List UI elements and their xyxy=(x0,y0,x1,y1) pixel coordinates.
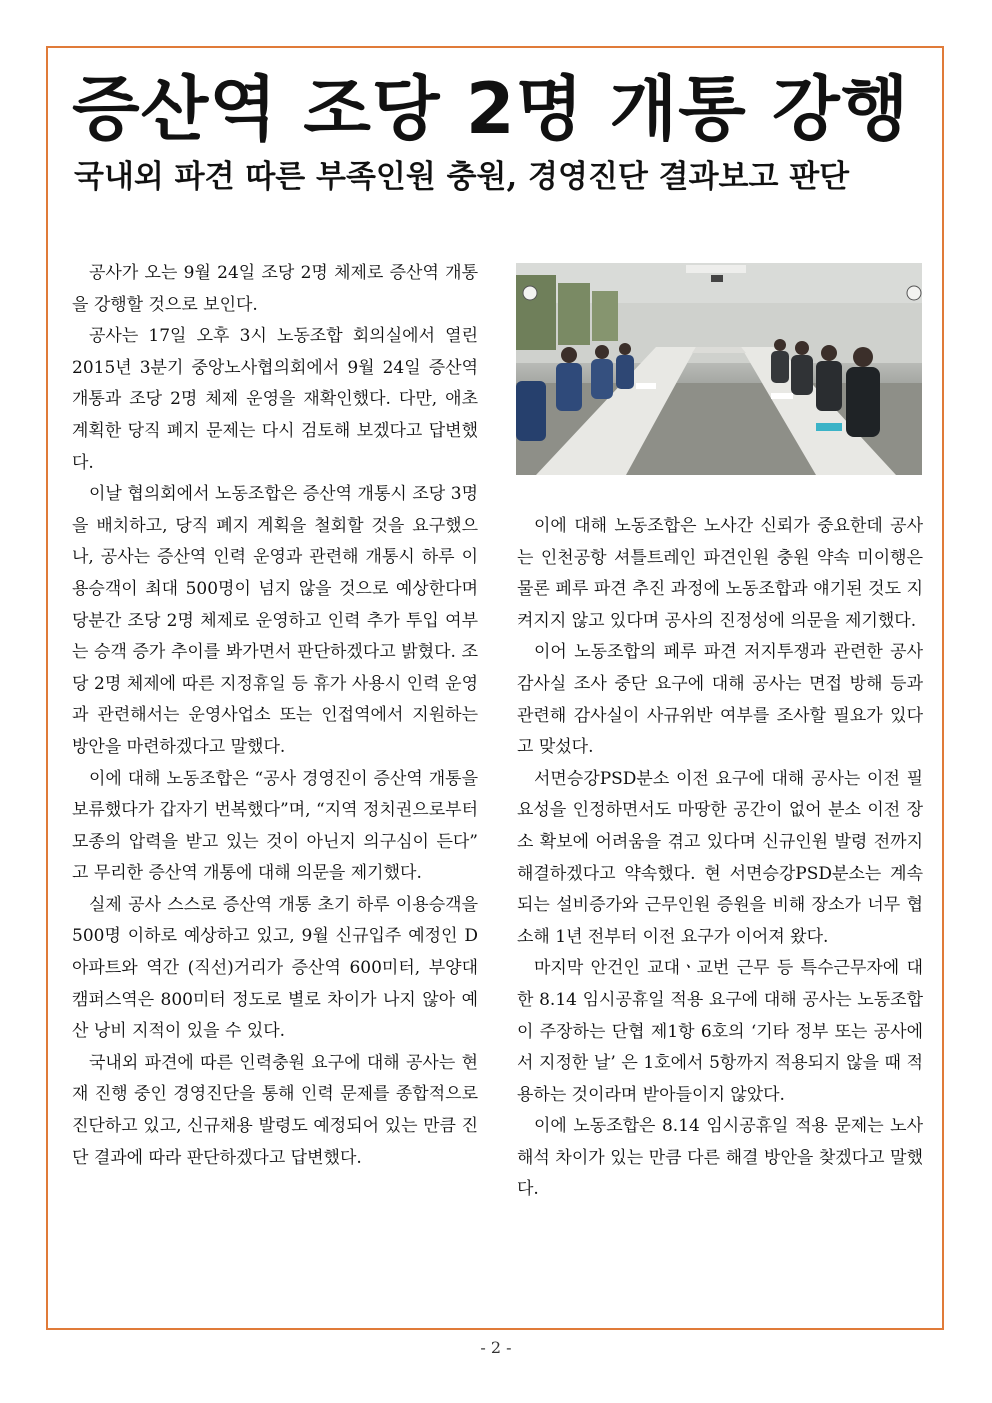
page-number: - 2 - xyxy=(480,1338,512,1357)
meeting-room-illustration xyxy=(516,263,922,475)
paragraph: 서면승강PSD분소 이전 요구에 대해 공사는 이전 필요성을 인정하면서도 마땅한 공간이 없어 분소 이전 장소 확보에 어려움을 겪고 있다며 신규인원 발령 전까지 해결하겠다고 약속했다. 현 서면승강PSD분소는 계속되는 설비증가와 근무인원 증원을 비해 장소가 너무 협소해 1년 전부터 이전 요구가 이어져 왔다. xyxy=(517,768,923,947)
paragraph: 공사가 오는 9월 24일 조당 2명 체제로 증산역 개통을 강행할 것으로 보인다. xyxy=(72,263,478,315)
paragraph: 공사는 17일 오후 3시 노동조합 회의실에서 열린 2015년 3분기 중앙노사협의회에서 9월 24일 증산역 개통과 조당 2명 체제 운영을 재확인했다. 다만, 애초 계획한 당직 폐지 문제는 다시 검토해 보겠다고 답변했다. xyxy=(72,326,478,473)
subheadline: 국내외 파견 따른 부족인원 충원, 경영진단 결과보고 판단 xyxy=(74,159,850,195)
paragraph: 마지막 안건인 교대ㆍ교번 근무 등 특수근무자에 대한 8.14 임시공휴일 적용 요구에 대해 공사는 노동조합이 주장하는 단협 제1항 6호의 ‘기타 정부 또는 공사에서 지정한 날’ 은 1호에서 5항까지 적용되지 않을 때 적용하는 것이라며 받아들이지 않았다. xyxy=(517,958,923,1105)
article-right-column xyxy=(517,511,923,1206)
paragraph: 이날 협의회에서 노동조합은 증산역 개통시 조당 3명을 배치하고, 당직 폐지 계획을 철회할 것을 요구했으나, 공사는 증산역 인력 운영과 관련해 개통시 하루 이용승객이 최대 500명이 넘지 않을 것으로 예상한다며 당분간 조당 2명 체제로 운영하고 인력 추가 투입 여부는 승객 증가 추이를 봐가면서 판단하겠다고 밝혔다. 조당 2명 체제에 따른 지정휴일 등 휴가 사용시 인력 운영과 관련해서는 운영사업소 또는 인접역에서 지원하는 방안을 마련하겠다고 말했다. xyxy=(72,484,478,757)
paragraph: 실제 공사 스스로 증산역 개통 초기 하루 이용승객을 500명 이하로 예상하고 있고, 9월 신규입주 예정인 D아파트와 역간 (직선)거리가 증산역 600미터, 부양대캠퍼스역은 800미터 정도로 별로 차이가 나지 않아 예산 낭비 지적이 있을 수 있다. xyxy=(72,894,478,1042)
headline: 증산역 조당 2명 개통 강행 xyxy=(72,68,910,150)
paragraph: 이에 대해 노동조합은 노사간 신뢰가 중요한데 공사는 인천공항 셔틀트레인 파견인원 충원 약속 미이행은 물론 페루 파견 추진 과정에 노동조합과 얘기된 것도 지켜지지 않고 있다며 공사의 진정성에 의문을 제기했다. xyxy=(517,516,923,631)
paragraph: 이에 노동조합은 8.14 임시공휴일 적용 문제는 노사 해석 차이가 있는 만큼 다른 해결 방안을 찾겠다고 말했다. xyxy=(517,1116,923,1200)
meeting-photo xyxy=(516,263,922,475)
paragraph: 이에 대해 노동조합은 “공사 경영진이 증산역 개통을 보류했다가 갑자기 번복했다”며, “지역 정치권으로부터 모종의 압력을 받고 있는 것이 아닌지 의구심이 든다” 고 무리한 증산역 개통에 대해 의문을 제기했다. xyxy=(72,768,478,884)
paragraph: 이어 노동조합의 페루 파견 저지투쟁과 관련한 공사 감사실 조사 중단 요구에 대해 공사는 면접 방해 등과 관련해 감사실이 사규위반 여부를 조사할 필요가 있다고 맞섰다. xyxy=(517,642,923,758)
article-left-column xyxy=(72,258,478,1174)
paragraph: 국내외 파견에 따른 인력충원 요구에 대해 공사는 현재 진행 중인 경영진단을 통해 인력 문제를 종합적으로 진단하고 있고, 신규채용 발령도 예정되어 있는 만큼 진단 결과에 따라 판단하겠다고 답변했다. xyxy=(72,1052,478,1168)
